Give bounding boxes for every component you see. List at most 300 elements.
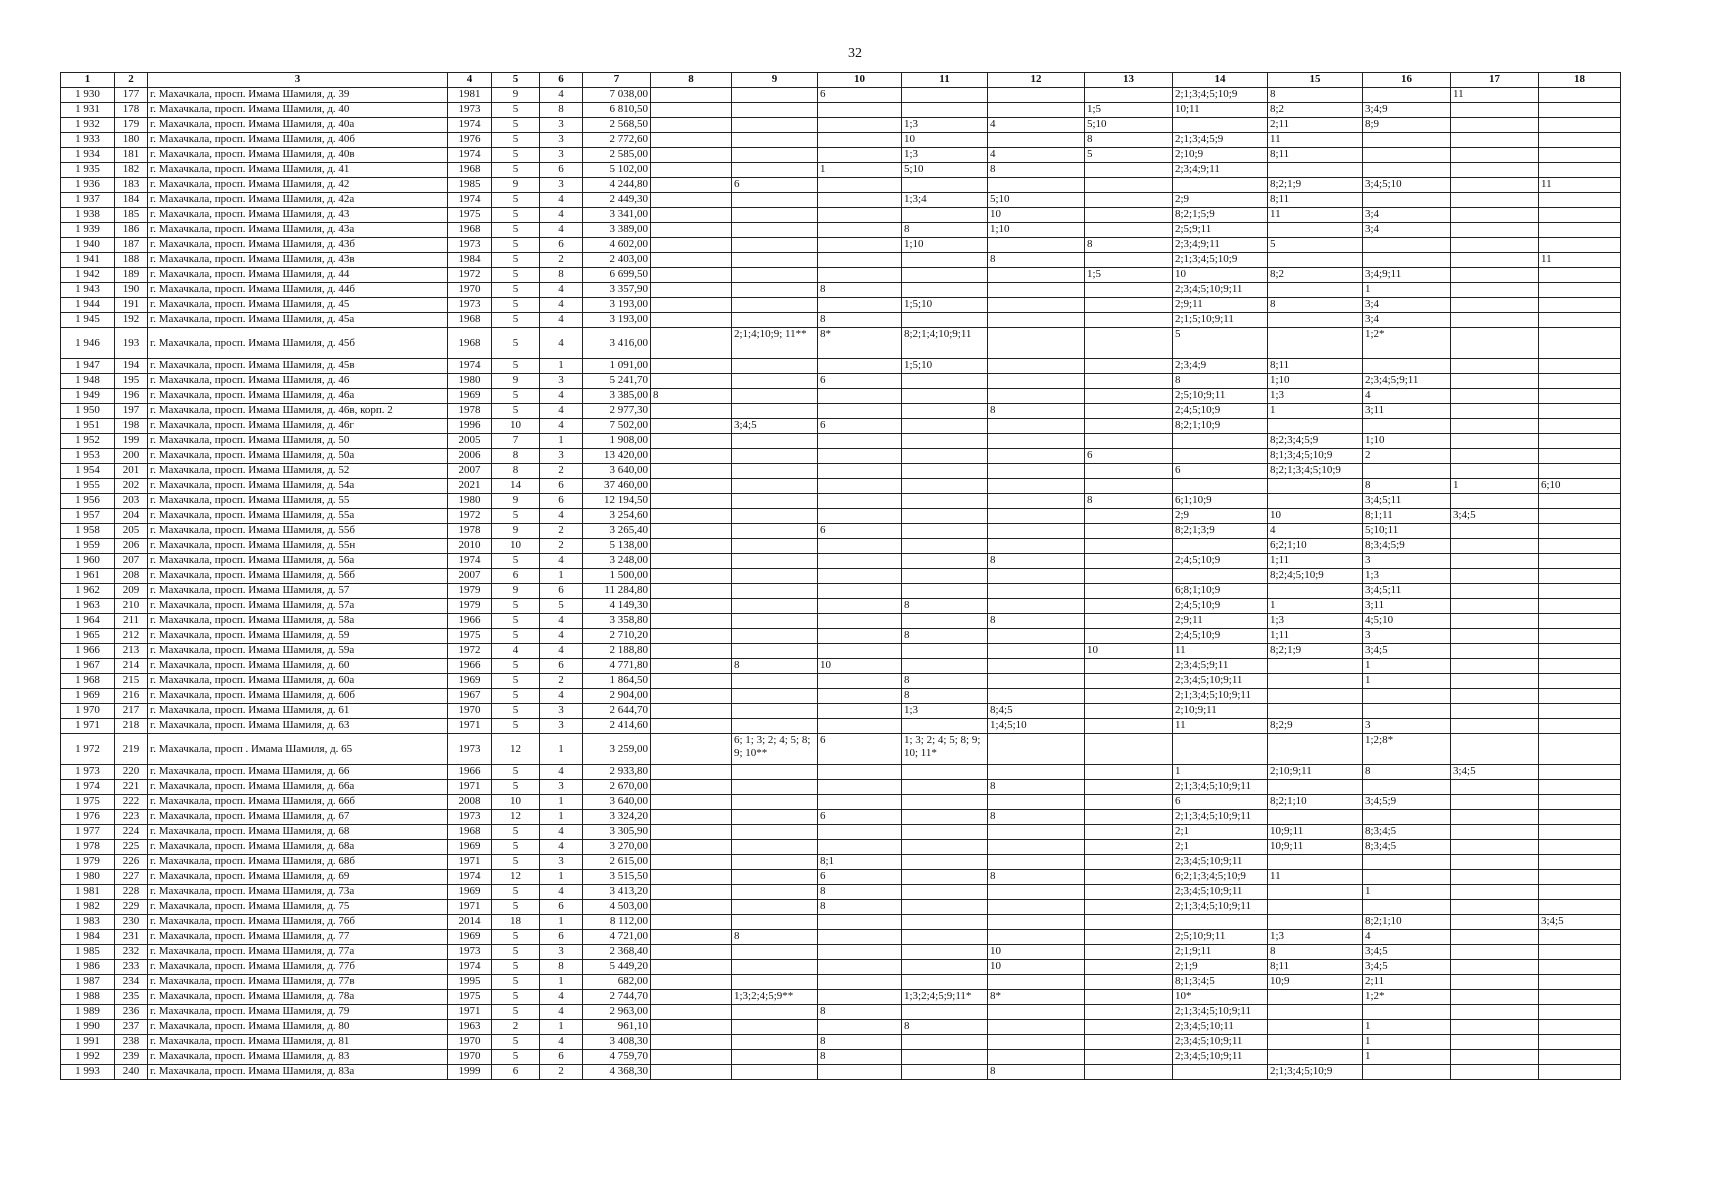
table-cell: [1451, 915, 1539, 930]
table-cell: [1539, 1050, 1621, 1065]
table-cell: [1451, 283, 1539, 298]
table-cell: [988, 88, 1085, 103]
table-cell: [818, 509, 902, 524]
table-cell: 3;4;5: [1451, 765, 1539, 780]
table-cell: [1268, 734, 1363, 765]
table-cell: 10: [818, 659, 902, 674]
table-cell: [1451, 238, 1539, 253]
table-cell: 2 568,50: [583, 118, 651, 133]
table-cell: 2;1;9;11: [1173, 945, 1268, 960]
table-cell: 227: [115, 870, 148, 885]
table-cell: 2;3;4;9;11: [1173, 163, 1268, 178]
table-row: [61, 975, 1621, 990]
table-cell: [1363, 689, 1451, 704]
table-row: [61, 960, 1621, 975]
table-cell: [1539, 810, 1621, 825]
table-cell: [1363, 780, 1451, 795]
table-cell: 10: [1085, 644, 1173, 659]
table-cell: [1451, 449, 1539, 464]
table-cell: [651, 298, 732, 313]
table-cell: [1451, 494, 1539, 509]
table-cell: [902, 88, 988, 103]
table-cell: г. Махачкала, просп. Имама Шамиля, д. 40б: [148, 133, 448, 148]
table-cell: 2;1;3;4;5;10;9: [1173, 88, 1268, 103]
table-cell: [902, 103, 988, 118]
table-cell: [732, 298, 818, 313]
table-cell: [732, 810, 818, 825]
table-cell: [651, 419, 732, 434]
table-row: [61, 644, 1621, 659]
table-cell: [902, 780, 988, 795]
table-cell: 5: [1173, 328, 1268, 359]
table-cell: г. Махачкала, просп. Имама Шамиля, д. 59а: [148, 644, 448, 659]
table-row: [61, 704, 1621, 719]
table-cell: 216: [115, 689, 148, 704]
table-cell: [818, 795, 902, 810]
table-cell: [1451, 554, 1539, 569]
table-cell: 1 974: [61, 780, 115, 795]
table-cell: [818, 434, 902, 449]
table-cell: 1 988: [61, 990, 115, 1005]
table-cell: [1539, 374, 1621, 389]
table-cell: 10;9;11: [1268, 840, 1363, 855]
table-cell: [818, 825, 902, 840]
table-cell: 2 963,00: [583, 1005, 651, 1020]
table-cell: г. Махачкала, просп. Имама Шамиля, д. 40в: [148, 148, 448, 163]
table-cell: [902, 434, 988, 449]
table-cell: [1085, 283, 1173, 298]
table-cell: [1539, 945, 1621, 960]
table-cell: 2021: [448, 479, 492, 494]
table-cell: [651, 1035, 732, 1050]
table-cell: 3;4;5: [1451, 509, 1539, 524]
table-cell: 4: [540, 1035, 583, 1050]
table-cell: 4 503,00: [583, 900, 651, 915]
table-cell: [732, 554, 818, 569]
table-cell: [1085, 704, 1173, 719]
table-cell: [1451, 960, 1539, 975]
table-row: [61, 584, 1621, 599]
table-cell: 2010: [448, 539, 492, 554]
table-cell: [1268, 1005, 1363, 1020]
table-cell: 186: [115, 223, 148, 238]
table-cell: [1451, 404, 1539, 419]
table-cell: 12: [492, 810, 540, 825]
table-cell: [1085, 328, 1173, 359]
table-row: [61, 990, 1621, 1005]
table-cell: [1539, 268, 1621, 283]
table-cell: г. Махачкала, просп. Имама Шамиля, д. 81: [148, 1035, 448, 1050]
table-cell: [1085, 163, 1173, 178]
table-row: [61, 494, 1621, 509]
table-cell: [651, 915, 732, 930]
table-cell: 8: [988, 810, 1085, 825]
table-cell: [818, 118, 902, 133]
table-cell: 229: [115, 900, 148, 915]
table-cell: [902, 900, 988, 915]
table-row: [61, 780, 1621, 795]
table-cell: [1085, 1035, 1173, 1050]
column-header-5: 5: [492, 73, 540, 88]
table-cell: [651, 313, 732, 328]
table-cell: 1 975: [61, 795, 115, 810]
table-cell: 2;11: [1268, 118, 1363, 133]
table-cell: 5: [492, 509, 540, 524]
table-cell: 8: [902, 223, 988, 238]
table-cell: 8 112,00: [583, 915, 651, 930]
table-cell: [1451, 419, 1539, 434]
table-cell: [1085, 223, 1173, 238]
table-cell: [818, 990, 902, 1005]
table-cell: 1 936: [61, 178, 115, 193]
table-cell: 3;4;5: [1363, 644, 1451, 659]
table-row: [61, 298, 1621, 313]
table-cell: [902, 659, 988, 674]
table-cell: 9: [492, 178, 540, 193]
table-cell: 8: [540, 960, 583, 975]
table-cell: 3 259,00: [583, 734, 651, 765]
table-cell: 1 964: [61, 614, 115, 629]
table-cell: 1 967: [61, 659, 115, 674]
table-cell: 1 956: [61, 494, 115, 509]
table-cell: 1 953: [61, 449, 115, 464]
table-cell: [988, 389, 1085, 404]
table-cell: [732, 253, 818, 268]
table-cell: 1: [540, 569, 583, 584]
table-cell: 3;4;5: [1363, 960, 1451, 975]
table-cell: 1969: [448, 885, 492, 900]
table-cell: [651, 930, 732, 945]
table-cell: 1981: [448, 88, 492, 103]
table-cell: 5: [492, 855, 540, 870]
table-cell: 180: [115, 133, 148, 148]
table-cell: [818, 389, 902, 404]
table-cell: [902, 554, 988, 569]
table-cell: 1;11: [1268, 554, 1363, 569]
table-cell: [1268, 223, 1363, 238]
table-cell: [902, 840, 988, 855]
table-cell: [1451, 614, 1539, 629]
table-cell: 1 952: [61, 434, 115, 449]
table-cell: 1973: [448, 734, 492, 765]
table-cell: 2 904,00: [583, 689, 651, 704]
table-cell: 2;1;3;4;5;9: [1173, 133, 1268, 148]
table-cell: [818, 238, 902, 253]
table-cell: 4: [540, 614, 583, 629]
table-cell: 2 585,00: [583, 148, 651, 163]
table-cell: 8: [1085, 238, 1173, 253]
table-cell: [1363, 870, 1451, 885]
table-cell: г. Махачкала, просп. Имама Шамиля, д. 83а: [148, 1065, 448, 1080]
table-cell: [1363, 704, 1451, 719]
table-cell: [818, 1020, 902, 1035]
table-cell: [988, 479, 1085, 494]
table-row: [61, 719, 1621, 734]
table-cell: [1268, 1050, 1363, 1065]
table-cell: 3 413,20: [583, 885, 651, 900]
table-cell: г. Махачкала, просп. Имама Шамиля, д. 60: [148, 659, 448, 674]
table-cell: 11: [1173, 719, 1268, 734]
table-cell: [902, 930, 988, 945]
table-cell: [1451, 704, 1539, 719]
table-row: [61, 509, 1621, 524]
table-cell: 203: [115, 494, 148, 509]
table-cell: 2;3;4;9;11: [1173, 238, 1268, 253]
table-cell: 10*: [1173, 990, 1268, 1005]
table-cell: 209: [115, 584, 148, 599]
table-cell: [988, 795, 1085, 810]
table-cell: 1967: [448, 689, 492, 704]
table-cell: 5: [492, 900, 540, 915]
table-cell: [818, 945, 902, 960]
table-cell: [1268, 283, 1363, 298]
table-cell: 1969: [448, 389, 492, 404]
table-cell: 1968: [448, 223, 492, 238]
table-cell: 6: [1173, 464, 1268, 479]
table-cell: [1085, 193, 1173, 208]
table-cell: 4: [540, 765, 583, 780]
table-cell: [1268, 990, 1363, 1005]
column-header-17: 17: [1451, 73, 1539, 88]
table-cell: г. Махачкала, просп. Имама Шамиля, д. 46: [148, 374, 448, 389]
table-cell: 2;1;3;4;5;10;9;11: [1173, 810, 1268, 825]
table-cell: 3;4;5: [1539, 915, 1621, 930]
table-cell: [1268, 900, 1363, 915]
table-cell: [1451, 990, 1539, 1005]
table-cell: 1974: [448, 359, 492, 374]
table-cell: 2;3;4;9: [1173, 359, 1268, 374]
table-cell: 5: [492, 148, 540, 163]
table-cell: 3 265,40: [583, 524, 651, 539]
table-cell: 3 324,20: [583, 810, 651, 825]
table-cell: [1268, 659, 1363, 674]
table-cell: 1996: [448, 419, 492, 434]
table-cell: 2;3;4;5;10;9;11: [1173, 1035, 1268, 1050]
table-cell: 13 420,00: [583, 449, 651, 464]
table-cell: [818, 148, 902, 163]
table-cell: 6; 1; 3; 2; 4; 5; 8; 9; 10**: [732, 734, 818, 765]
table-cell: 201: [115, 464, 148, 479]
table-cell: 4: [540, 223, 583, 238]
table-cell: [651, 975, 732, 990]
table-cell: [732, 569, 818, 584]
table-cell: 8;2;1;4;10;9;11: [902, 328, 988, 359]
table-row: [61, 103, 1621, 118]
table-cell: 200: [115, 449, 148, 464]
table-cell: [988, 930, 1085, 945]
table-cell: 4: [1268, 524, 1363, 539]
table-cell: 1974: [448, 193, 492, 208]
table-cell: 1;3: [1363, 569, 1451, 584]
table-cell: 221: [115, 780, 148, 795]
column-header-15: 15: [1268, 73, 1363, 88]
table-cell: [651, 374, 732, 389]
table-cell: [902, 389, 988, 404]
table-cell: [732, 539, 818, 554]
table-cell: [1539, 539, 1621, 554]
table-cell: [1363, 148, 1451, 163]
table-cell: [1268, 313, 1363, 328]
table-cell: 1975: [448, 990, 492, 1005]
table-cell: 2;9: [1173, 193, 1268, 208]
table-cell: 1 976: [61, 810, 115, 825]
table-cell: [1268, 855, 1363, 870]
table-cell: 1 963: [61, 599, 115, 614]
table-cell: [732, 133, 818, 148]
table-cell: [732, 524, 818, 539]
table-cell: 224: [115, 825, 148, 840]
table-cell: [1539, 780, 1621, 795]
table-cell: 2;1;9: [1173, 960, 1268, 975]
table-cell: 1968: [448, 163, 492, 178]
table-cell: [651, 133, 732, 148]
table-cell: 8: [1173, 374, 1268, 389]
table-cell: 1;3: [902, 148, 988, 163]
table-cell: 1974: [448, 960, 492, 975]
table-cell: 8*: [988, 990, 1085, 1005]
table-cell: 3 193,00: [583, 313, 651, 328]
table-cell: 2005: [448, 434, 492, 449]
table-cell: 8;11: [1268, 193, 1363, 208]
table-cell: [732, 945, 818, 960]
table-cell: [902, 885, 988, 900]
table-cell: 182: [115, 163, 148, 178]
table-cell: г. Махачкала, просп. Имама Шамиля, д. 73а: [148, 885, 448, 900]
table-cell: 3 408,30: [583, 1035, 651, 1050]
table-cell: 239: [115, 1050, 148, 1065]
table-cell: [818, 208, 902, 223]
table-cell: [732, 449, 818, 464]
table-cell: [732, 840, 818, 855]
table-cell: 196: [115, 389, 148, 404]
table-row: [61, 389, 1621, 404]
table-cell: 18: [492, 915, 540, 930]
table-cell: [988, 569, 1085, 584]
table-cell: [1173, 449, 1268, 464]
table-cell: [1451, 975, 1539, 990]
table-cell: [1085, 975, 1173, 990]
table-cell: [1539, 359, 1621, 374]
table-cell: [651, 689, 732, 704]
table-cell: [732, 148, 818, 163]
table-cell: [988, 885, 1085, 900]
table-cell: [818, 133, 902, 148]
table-cell: [1268, 419, 1363, 434]
table-cell: 3;4;5;11: [1363, 494, 1451, 509]
table-row: [61, 178, 1621, 193]
table-cell: 3 416,00: [583, 328, 651, 359]
table-cell: 8;2;1;10;9: [1173, 419, 1268, 434]
table-cell: 1 989: [61, 1005, 115, 1020]
table-cell: [732, 689, 818, 704]
table-cell: 189: [115, 268, 148, 283]
table-row: [61, 930, 1621, 945]
table-cell: [1173, 539, 1268, 554]
table-cell: [1268, 253, 1363, 268]
table-cell: г. Махачкала, просп. Имама Шамиля, д. 45б: [148, 328, 448, 359]
table-cell: [988, 419, 1085, 434]
table-cell: 2 449,30: [583, 193, 651, 208]
table-cell: 1966: [448, 614, 492, 629]
table-cell: 5: [492, 328, 540, 359]
table-row: [61, 524, 1621, 539]
table-cell: 4: [988, 148, 1085, 163]
table-cell: [902, 945, 988, 960]
table-cell: 2;4;5;10;9: [1173, 554, 1268, 569]
table-cell: 1972: [448, 268, 492, 283]
table-cell: 1 991: [61, 1035, 115, 1050]
table-cell: 8: [818, 885, 902, 900]
table-cell: [651, 268, 732, 283]
table-cell: [902, 313, 988, 328]
table-cell: [1539, 629, 1621, 644]
table-cell: 5: [492, 719, 540, 734]
table-cell: 193: [115, 328, 148, 359]
table-cell: [1085, 825, 1173, 840]
table-cell: [902, 539, 988, 554]
table-cell: 3 640,00: [583, 795, 651, 810]
table-cell: г. Махачкала, просп. Имама Шамиля, д. 68а: [148, 840, 448, 855]
table-cell: [1085, 253, 1173, 268]
table-cell: [651, 795, 732, 810]
table-cell: 8: [902, 629, 988, 644]
table-cell: г. Махачкала, просп. Имама Шамиля, д. 46а: [148, 389, 448, 404]
table-cell: [902, 870, 988, 885]
table-cell: 1974: [448, 870, 492, 885]
table-cell: 1 971: [61, 719, 115, 734]
table-cell: 5: [492, 975, 540, 990]
table-cell: 4: [540, 629, 583, 644]
table-cell: [988, 103, 1085, 118]
table-cell: 232: [115, 945, 148, 960]
table-cell: [651, 404, 732, 419]
table-cell: 2;9;11: [1173, 298, 1268, 313]
table-cell: [1451, 434, 1539, 449]
table-cell: [732, 389, 818, 404]
table-cell: [1363, 419, 1451, 434]
table-cell: [1085, 404, 1173, 419]
table-cell: 1 950: [61, 404, 115, 419]
table-cell: 8;1: [818, 855, 902, 870]
table-cell: 1;4;5;10: [988, 719, 1085, 734]
table-cell: 1: [540, 975, 583, 990]
table-cell: 2 188,80: [583, 644, 651, 659]
table-cell: [1451, 253, 1539, 268]
table-cell: 1: [1268, 599, 1363, 614]
table-cell: [651, 1005, 732, 1020]
table-cell: 3;4;9;11: [1363, 268, 1451, 283]
table-cell: 4: [540, 328, 583, 359]
table-cell: [732, 674, 818, 689]
table-cell: 1966: [448, 659, 492, 674]
table-cell: 2 772,60: [583, 133, 651, 148]
table-cell: [902, 268, 988, 283]
table-cell: [651, 208, 732, 223]
table-cell: [818, 614, 902, 629]
table-cell: [818, 629, 902, 644]
table-cell: [1451, 464, 1539, 479]
table-cell: г. Махачкала, просп. Имама Шамиля, д. 66а: [148, 780, 448, 795]
table-cell: 11: [1268, 133, 1363, 148]
table-row: [61, 554, 1621, 569]
table-cell: [818, 975, 902, 990]
table-row: [61, 464, 1621, 479]
table-cell: г. Махачкала, просп. Имама Шамиля, д. 79: [148, 1005, 448, 1020]
table-cell: [988, 629, 1085, 644]
table-cell: 8;2;1;3;4;5;10;9: [1268, 464, 1363, 479]
table-cell: [902, 178, 988, 193]
table-cell: 1 955: [61, 479, 115, 494]
